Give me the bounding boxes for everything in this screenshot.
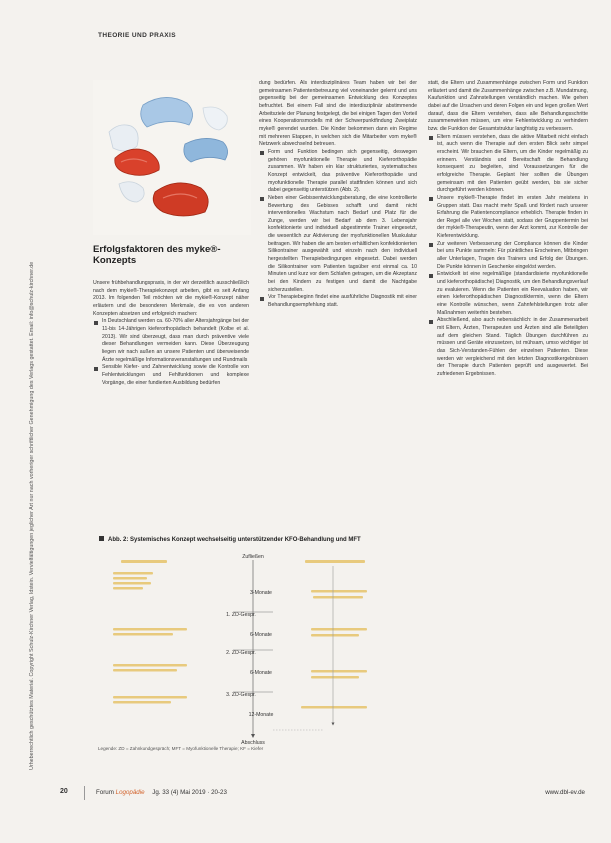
copyright-side-note: Urheberrechtlich geschütztes Material. Copyright Schulz-Kirchner Verlag, Idstein. Vervielfältigungen jeglicher Art nur nach vorheriger schriftlicher Genehmigung des Verlags gestattet. Email: info@schulz-kirchner.de	[29, 261, 35, 770]
footer-url: www.dbl-ev.de	[545, 789, 585, 796]
flow-node: Abschluss	[241, 740, 265, 746]
column-2	[259, 80, 417, 310]
list-item: In Deutschland werden ca. 60-70% aller Altersjahrgänge bei der 11-bis 14-Jährigen kieferorthopädisch behandelt (Kolbe et al. 2013). Wir sind überzeugt, dass man durch präventive viele dieser Behandlungen vermeiden kann. Diese Überzeugung liegen wir nach außen an unsere Patienten und überweisende Ärzte regelmäßige Informationsveranstaltungen und Rundmails	[93, 318, 249, 364]
page-footer	[60, 786, 590, 800]
flow-node: Zufließen	[242, 554, 264, 560]
left-text-block	[113, 560, 187, 704]
list-item: Zur weiteren Verbesserung der Compliance können die Kinder bei uns Punkte sammeln: Für pünktliches Erscheinen, Mitbringen aller Unterlagen, Tragen des Trainers und Erfolg der Übungen. Die Punkte können in Geschenke eingelöst werden.	[428, 241, 588, 272]
page-number: 20	[60, 788, 68, 795]
list-item: Neben einer Gebissentwicklungsberatung, die eine kontrollierte Bewertung des Gebisses schafft und damit nicht interventionelles Wachstum nach Bedarf und Platz für die Zunge, werden wir bei Bedarf ab dem 3. Lebensjahr konfektionierte und individuell abgestimmte Trainer eingesetzt, die wesentlich zur Aktivierung der myofunktionellen Muskulatur beitragen. Wir haben die am besten erhältlichen konfektionierten Silikontrainer ausgewählt und einzeln nach den individuell hergestellten Therapiebedingungen eingesetzt. Dabei werden die Silikontrainer vom Patienten tagsüber erst einmal ca. 10 Minuten und kurz vor dem Schlafen getragen, um die Akzeptanz bei den Kindern zu festigen und damit die Nachtgabe sicherzustellen.	[259, 195, 417, 295]
column-3-intro: statt, die Eltern und Zusammenhänge zwischen Form und Funktion erläutert und damit die Zusammenhänge zwischen z.B. Mundatmung, Kaufunktion und Zahnstellungen verständlich machen. Wie gehen dabei auf die Ursachen und deren Folgen ein und legen großen Wert darauf, dass die Eltern verstehen, dass alle Behandlungsschritte zusammenwirken müssen, um eine Fehlentwicklung zu verhindern bzw. die Funktion der Gesamtstruktur langfristig zu verbessern.	[428, 80, 588, 132]
list-item: Form und Funktion bedingen sich gegenseitig, deswegen gehören myofunktionelle Therapie und Kieferorthopädie zusammen. Wir haben ein klar strukturiertes, systematisches Konzept entwickelt, das präventive Kieferorthopädie und myofunktionelle Therapie parallel stattfinden können und sich dabei gegenseitig unterstützen (Abb. 2).	[259, 149, 417, 195]
figure-1-photo	[93, 80, 251, 235]
footer-divider	[84, 786, 85, 800]
column-3	[428, 80, 588, 379]
column-2-intro: dung bedürfen. Als interdisziplinäres Team haben wir bei der gemeinsamen Patientenbetreuung viel voneinander gelernt und uns gegenseitig bei der gemeinsamen Entwicklung des Konzeptes befruchtet. Bei einem Fall sind die interdisziplinär abstimmende Arbeitsziele der Planung festgelegt, die bei einigen Tagen den Vorteil eines Kooperationsmodells mit der Schwerpunktfindung Zweiplatz myke® gerendet wurden. Die Kinder bekommen dann ein Regime mit mehreren Etappen, in welchen sich die Mitarbeiter vom myke® Netzwerk abwechselnd betreuen.	[259, 80, 417, 148]
section-tag: THEORIE UND PRAXIS	[98, 32, 176, 39]
figure-2-diagram	[93, 546, 423, 748]
list-item: Abschließend, also auch nebensächlich: in der Zusammenarbeit mit Eltern, Ärzten, Therapeuten und Ärzten sind alle Beteiligten auf dem gleichen Stand. Täglich Übungen durchführen zu müssen und Geräte einzusetzen, ist mühsam, umso wichtiger ist das Sich-Verstanden-Fühlen der einzelnen Patienten. Diese werden wir vergleichend mit den letzten Diagnostikergebnissen der Therapie durch Patienten geprüft und ausgewertet. Bei zufriedenen Ergebnissen.	[428, 317, 588, 378]
flow-node: 2. ZD-Gespr.	[226, 650, 256, 656]
figure-2-caption: Abb. 2: Systemisches Konzept wechselseitig unterstützender KFO-Behandlung und MFT	[99, 536, 425, 543]
list-item: Eltern müssen verstehen, dass die aktive Mitarbeit nicht einfach ist, auch wenn die Therapie auf den ersten Blick sehr simpel erscheint. Wir brauchen die Eltern, um die Kinder regelmäßig zu erinnern. Verständnis und Bereitschaft die Behandlung konsequent zu begleiten, sind Voraussetzungen für die erfolgreiche Therapie. Geplant hier sollten die Übungen gemeinsam mit den Patienten geübt werden, bis sie sicher durchgeführt werden können.	[428, 134, 588, 195]
list-item: Unsere mykie®-Therapie findet im ersten Jahr meistens in Gruppen statt. Das macht mehr Spaß und fördert nach unserer Erfahrung die Patientencompliance erheblich. Therapie finden in der Regel alle vier Wochen statt, sodass der Gruppentermin bei der mykie®-Therapeutin, wenn der Arzt kommt, zur Kontrolle der Kieferentwicklung.	[428, 195, 588, 241]
bullet-square-icon	[99, 536, 104, 541]
right-text-block	[301, 560, 367, 709]
flow-node: 6-Monate	[250, 670, 272, 676]
flow-node: 1. ZD-Gespr.	[226, 612, 256, 618]
flow-node: 12-Monate	[248, 712, 274, 718]
list-item: Sensible Kiefer- und Zahnentwicklung sowie die Kontrolle von Fehlentwicklungen und Fehlfunktionen und komplexe Vorgänge, die einer fundierten Ausbildung bedürfen	[93, 364, 249, 387]
column-1-intro: Unsere frühbehandlungspraxis, in der wir derzeitlich ausschließlich nach dem mykie®-Therapiekonzept arbeiten, gibt es seit Anfang 2013. Im folgenden Teil möchten wir die mykie®-Konzept näher erläutern und die besonderen Merkmale, die es von anderen Konzepten absetzen und erfolgreich machen:	[93, 280, 249, 317]
list-item: Vor Therapiebeginn findet eine ausführliche Diagnostik mit einer Behandlungsempfehlung statt.	[259, 294, 417, 309]
flow-node: 6-Monate	[250, 632, 272, 638]
column-2-list	[259, 149, 417, 310]
figure-2-footnote: Legende: ZD = Zahnkundgespräch; MFT = Myofunktionelle Therapie; KF = Kiefer	[98, 746, 264, 751]
column-3-list	[428, 134, 588, 379]
trainer-clear-1	[109, 125, 138, 151]
flow-node: 3. ZD-Gespr.	[226, 692, 256, 698]
flow-node: 3-Monate	[250, 590, 272, 596]
column-1	[93, 280, 249, 387]
section-heading: Erfolgsfaktoren des myke®-Konzepts	[93, 244, 221, 266]
trainer-red-2	[153, 183, 208, 216]
list-item: Entwickelt ist eine regelmäßige (standardisierte myofunktionelle und kieferorthopädische) Diagnostik, um den Behandlungsverlauf zu evaluieren. Wenn die Patienten ein Reevaluation haben, wir einen kieferorthopädischen Diagnostiktermin, wenn die Eltern eine Kontrolle wünschen, wenn Zahnfehlstellungen trotz aller Maßnahmen weiterhin bestehen.	[428, 271, 588, 317]
magazine-title: Forum Logopädie Jg. 33 (4) Mai 2019 · 20-23	[96, 789, 227, 796]
column-1-list	[93, 318, 249, 387]
